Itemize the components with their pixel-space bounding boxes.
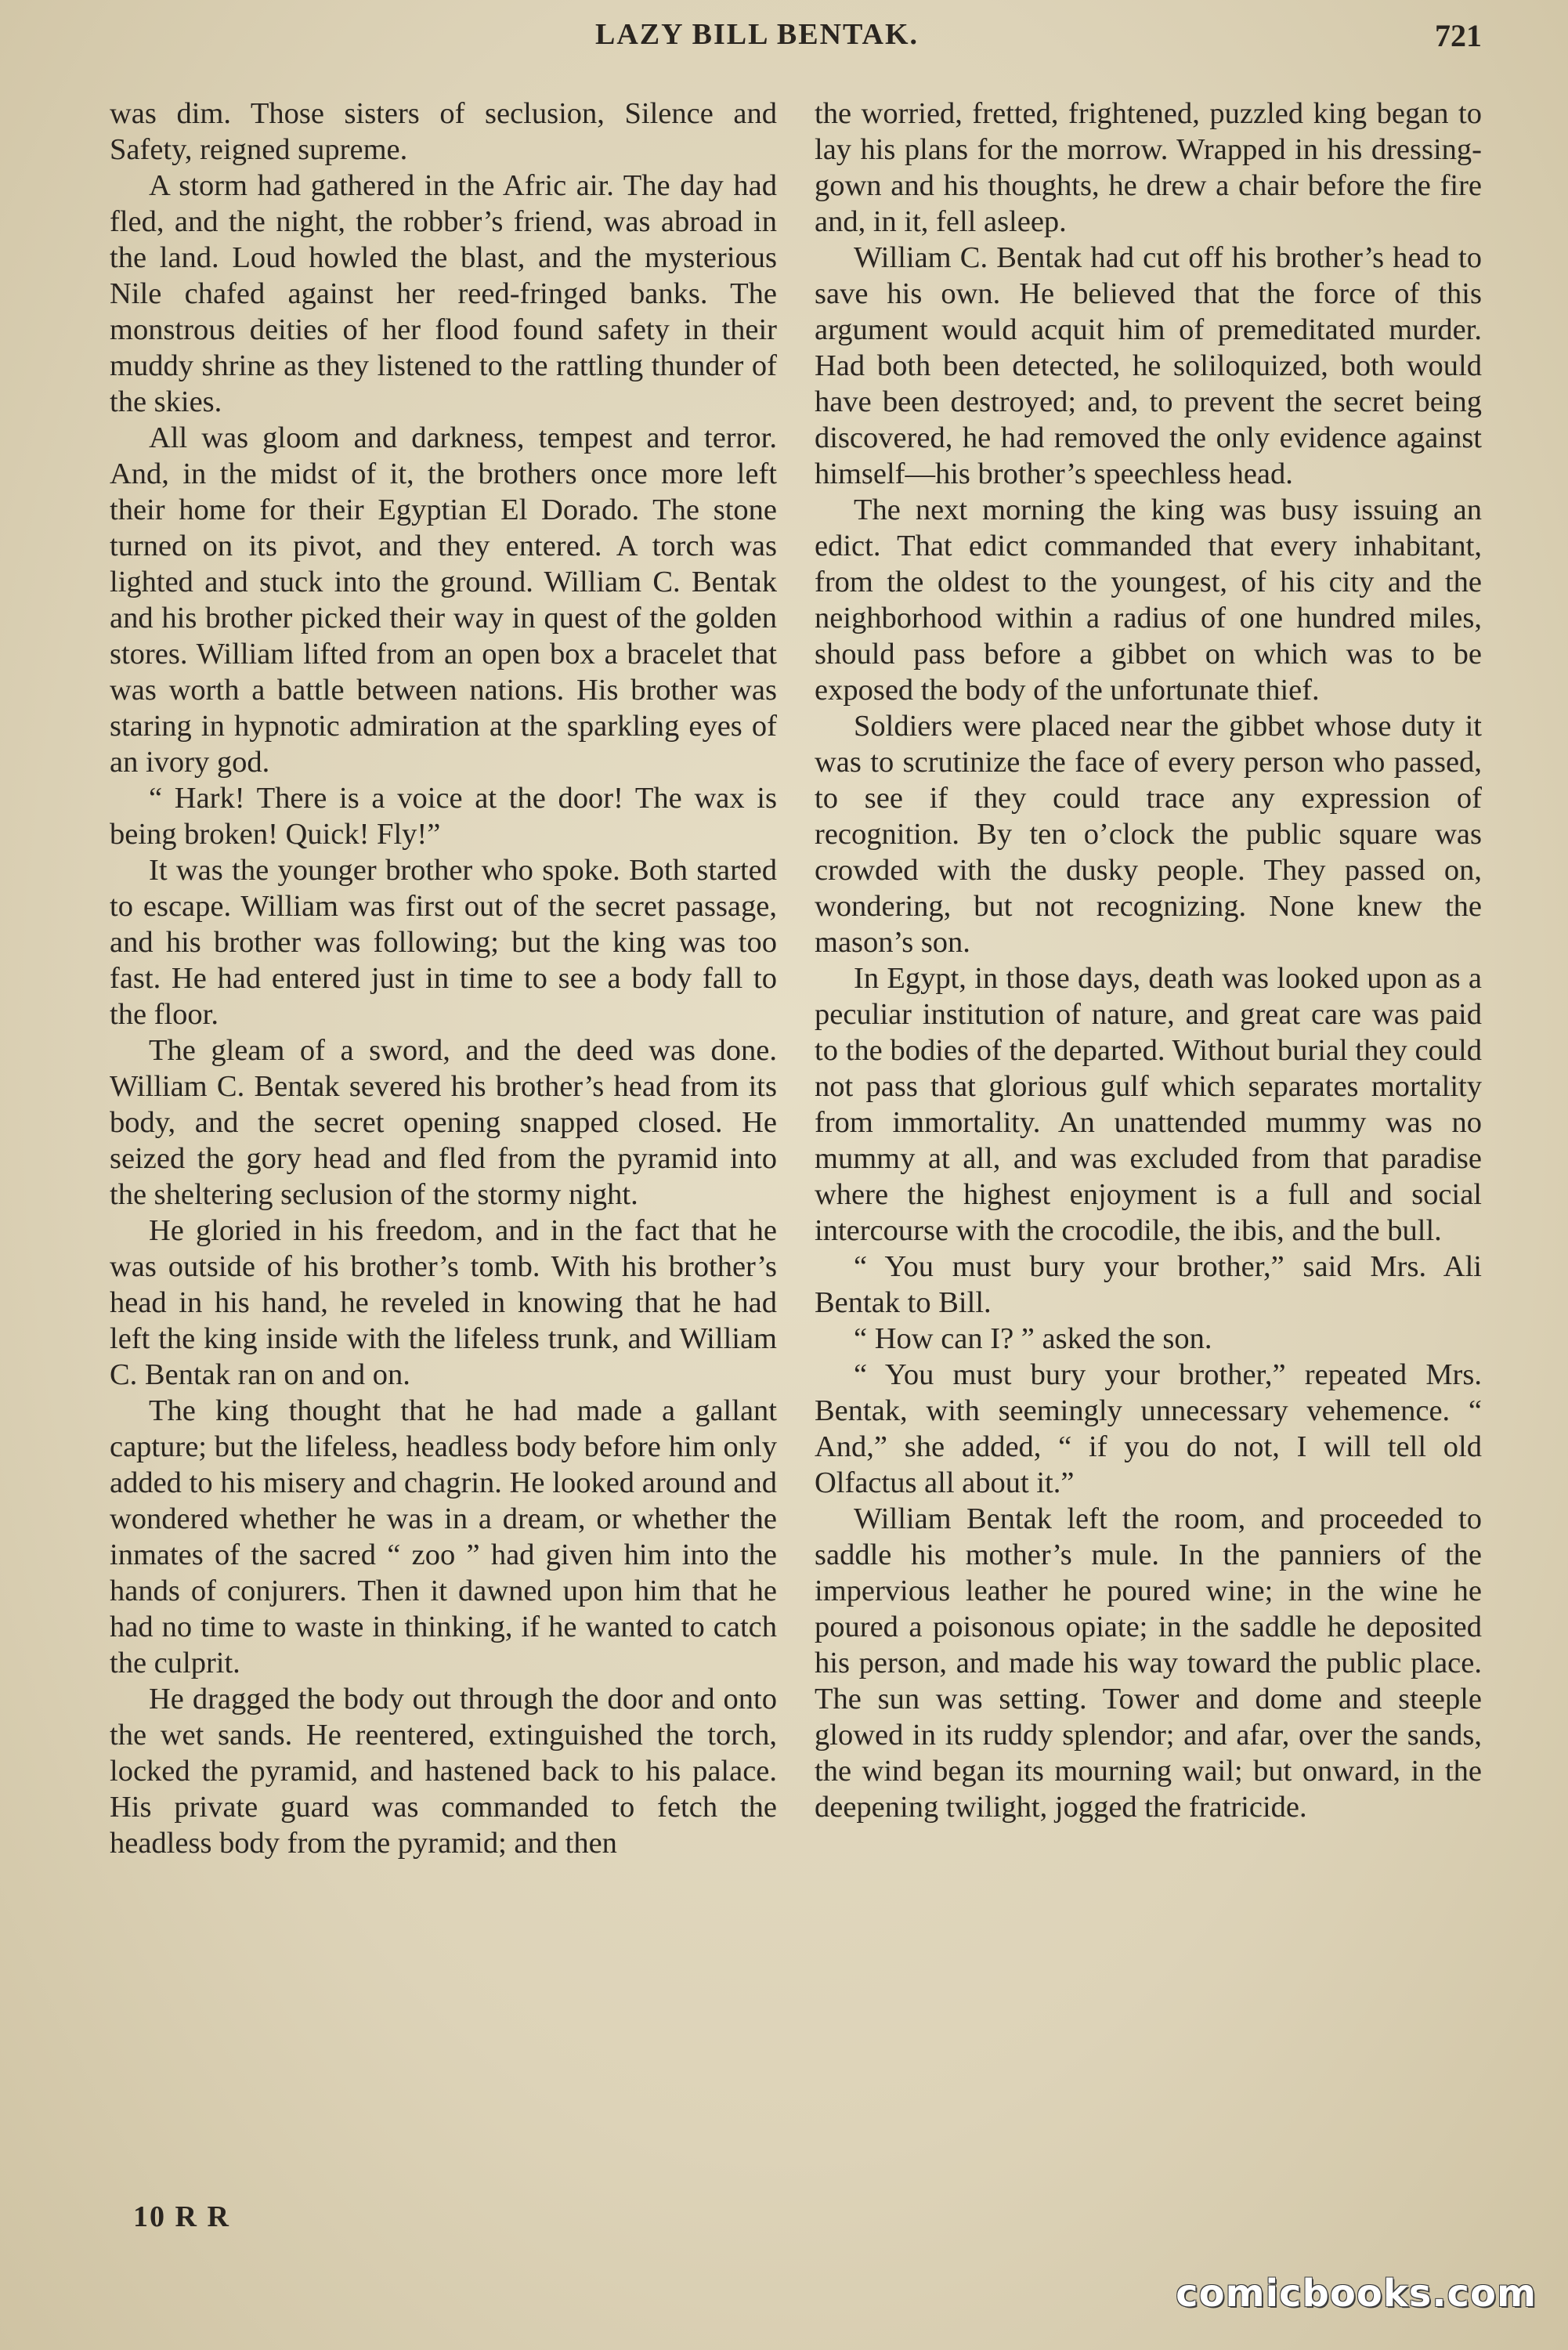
- paragraph: A storm had gathered in the Afric air. The day had fled, and the night, the robber’s friend, was abroad in the land. Loud howled the blast, and the mysterious Nile chafed against her reed-fringed banks. The monstrous deities of her flood found safety in their muddy shrine as they listened to the rattling thunder of the skies.: [110, 169, 777, 418]
- paragraph: “ You must bury your brother,” said Mrs. Ali Bentak to Bill.: [815, 1250, 1482, 1319]
- page-number: 721: [1435, 18, 1482, 53]
- left-text-column: [110, 96, 777, 1861]
- running-head: [0, 17, 1568, 64]
- paragraph: William Bentak left the room, and proceeded to saddle his mother’s mule. In the panniers of the impervious leather he poured wine; in the wine he poured a poisonous opiate; in the saddle he deposited his person, and made his way toward the public place. The sun was setting. Tower and dome and steeple glowed in its ruddy splendor; and afar, over the sands, the wind began its mourning wail; but onward, in the deepening twilight, jogged the fratricide.: [815, 1502, 1482, 1824]
- paragraph: It was the younger brother who spoke. Both started to escape. William was first out of the secret passage, and his brother was following; but the king was too fast. He had entered just in time to see a body fall to the floor.: [110, 854, 777, 1031]
- paragraph: “ Hark! There is a voice at the door! The wax is being broken! Quick! Fly!”: [110, 782, 777, 851]
- paragraph: He gloried in his freedom, and in the fact that he was outside of his brother’s tomb. With his brother’s head in his hand, he reveled in knowing that he had left the king inside with the lifeless trunk, and William C. Bentak ran on and on.: [110, 1214, 777, 1391]
- paragraph: In Egypt, in those days, death was looked upon as a peculiar institution of nature, and great care was paid to the bodies of the departed. Without burial they could not pass that glorious gulf which separates mortality from immortality. An unattended mummy was no mummy at all, and was excluded from that paradise where the highest enjoyment is a full and social intercourse with the crocodile, the ibis, and the bull.: [815, 962, 1482, 1247]
- paragraph: “ How can I? ” asked the son.: [854, 1322, 1212, 1355]
- paragraph: The next morning the king was busy issuing an edict. That edict commanded that every inhabitant, from the oldest to the youngest, of his city and the neighborhood within a radius of one hundred miles, should pass before a gibbet on which was to be exposed the body of the unfortunate thief.: [815, 494, 1482, 707]
- paragraph: The king thought that he had made a gallant capture; but the lifeless, headless body before him only added to his misery and chagrin. He looked around and wondered whether he was in a dream, or whether the inmates of the sacred “ zoo ” had given him into the hands of conjurers. Then it dawned upon him that he had no time to waste in thinking, if he wanted to catch the culprit.: [110, 1394, 777, 1679]
- paragraph: the worried, fretted, frightened, puzzled king began to lay his plans for the morrow. Wrapped in his dressing-gown and his thoughts, he drew a chair before the fire and, in it, fell asleep.: [815, 97, 1482, 238]
- right-text-column: [815, 96, 1482, 1825]
- paragraph: He dragged the body out through the door and onto the wet sands. He reentered, extinguished the torch, locked the pyramid, and hastened back to his palace. His private guard was commanded to fetch the headless body from the pyramid; and then: [110, 1683, 777, 1860]
- paragraph: William C. Bentak had cut off his brother’s head to save his own. He believed that the force of this argument would acquit him of premeditated murder. Had both been detected, he soliloquized, both would have been destroyed; and, to prevent the secret being discovered, he had removed the only evidence against himself—his brother’s speechless head.: [815, 241, 1482, 490]
- paragraph: The gleam of a sword, and the deed was done. William C. Bentak severed his brother’s head from its body, and the secret opening snapped closed. He seized the gory head and fled from the pyramid into the sheltering seclusion of the stormy night.: [110, 1034, 777, 1211]
- page-title: LAZY BILL BENTAK.: [595, 18, 919, 51]
- signature-mark: 10 R R: [133, 2200, 230, 2233]
- watermark: comicbooks.com: [1176, 2272, 1537, 2316]
- paragraph: Soldiers were placed near the gibbet whose duty it was to scrutinize the face of every person who passed, to see if they could trace any expression of recognition. By ten o’clock the public square was crowded with the dusky people. They passed on, wondering, but not recognizing. None knew the mason’s son.: [815, 710, 1482, 959]
- paragraph: was dim. Those sisters of seclusion, Silence and Safety, reigned supreme.: [110, 97, 777, 166]
- paragraph: All was gloom and darkness, tempest and terror. And, in the midst of it, the brothers once more left their home for their Egyptian El Dorado. The stone turned on its pivot, and they entered. A torch was lighted and stuck into the ground. William C. Bentak and his brother picked their way in quest of the golden stores. William lifted from an open box a bracelet that was worth a battle between nations. His brother was staring in hypnotic admiration at the sparkling eyes of an ivory god.: [110, 421, 777, 779]
- paragraph: “ You must bury your brother,” repeated Mrs. Bentak, with seemingly unnecessary vehemence. “ And,” she added, “ if you do not, I will tell old Olfactus all about it.”: [815, 1358, 1482, 1499]
